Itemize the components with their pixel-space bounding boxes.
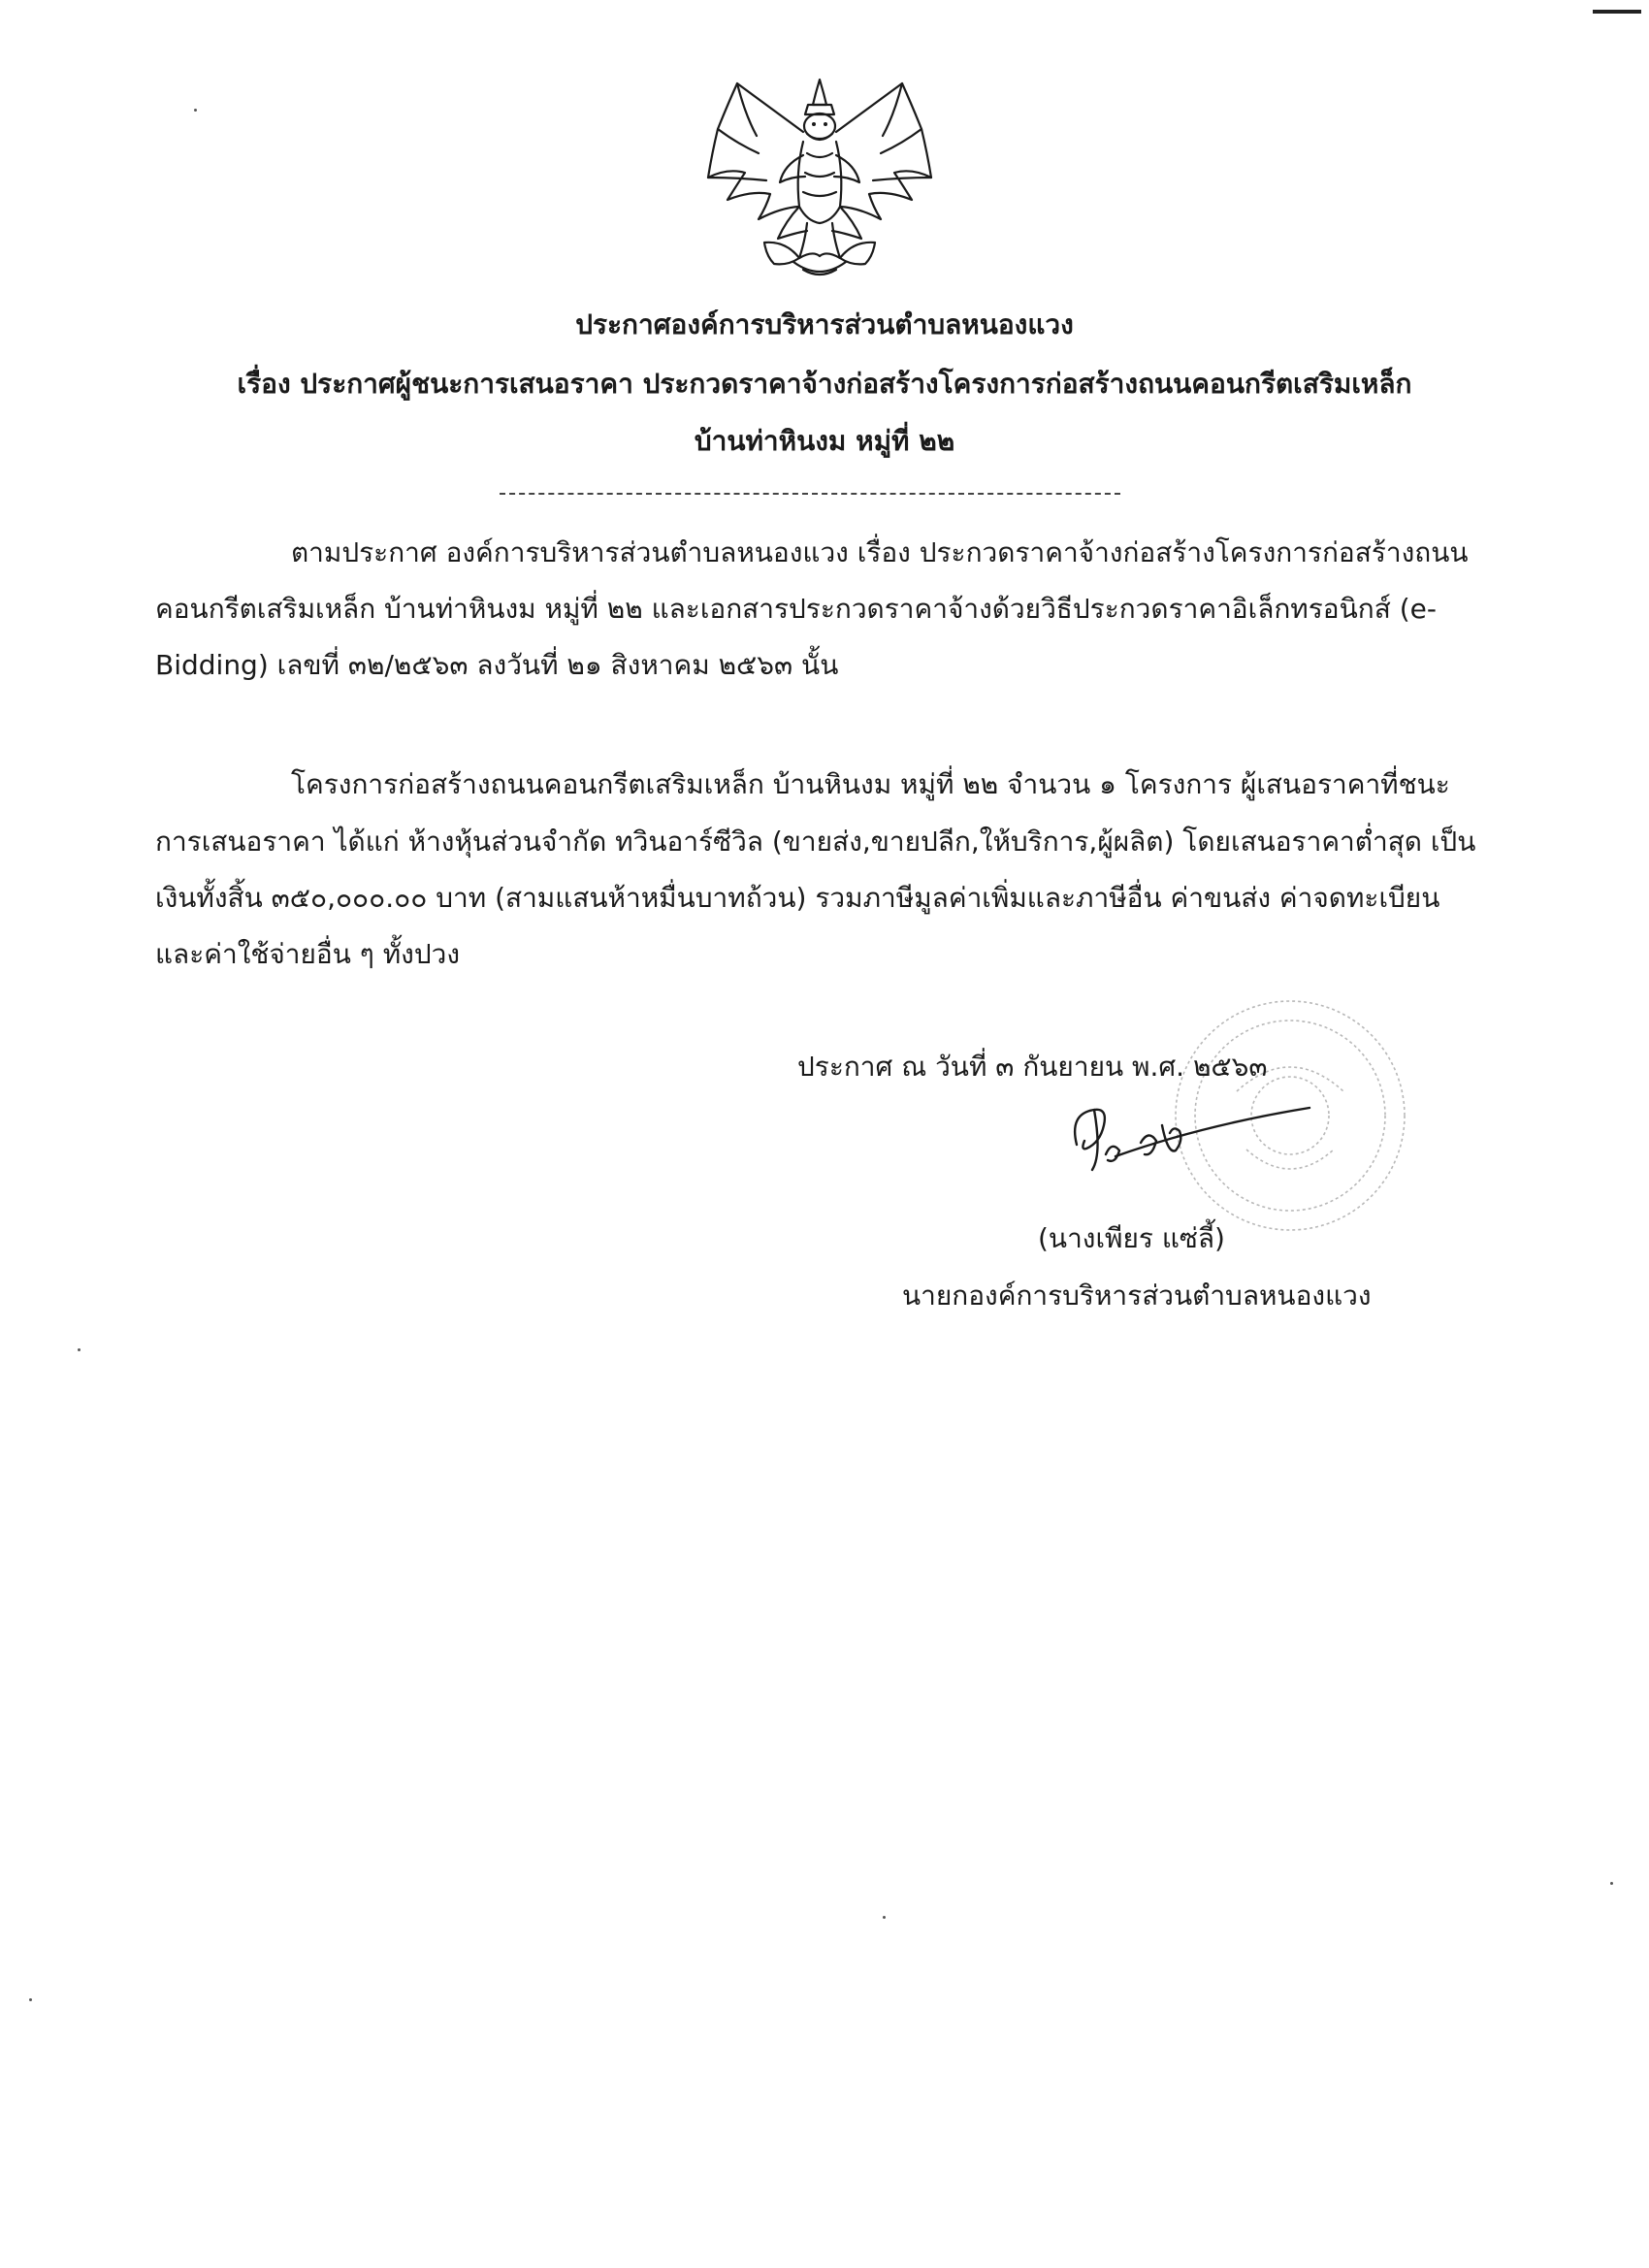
signer-name: (นางเพียร แซ่ลี้) <box>1038 1222 1225 1254</box>
paragraph1-line: คอนกรีตเสริมเหล็ก บ้านท่าหินงม หมู่ที่ ๒๒ และเอกสารประกวดราคาจ้างด้วยวิธีประกวดราคาอิเล็กทรอนิกส์ (e- <box>155 593 1437 625</box>
scan-speck <box>78 1348 81 1351</box>
header-divider <box>500 493 1120 495</box>
paragraph2-line: และค่าใช้จ่ายอื่น ๆ ทั้งปวง <box>155 938 461 970</box>
signer-title: นายกองค์การบริหารส่วนตำบลหนองแวง <box>902 1280 1372 1312</box>
organization-title: ประกาศองค์การบริหารส่วนตำบลหนองแวง <box>575 308 1074 340</box>
paragraph1-line: Bidding) เลขที่ ๓๒/๒๕๖๓ ลงวันที่ ๒๑ สิงหาคม ๒๕๖๓ นั้น <box>155 649 839 681</box>
paragraph2-line: การเสนอราคา ได้แก่ ห้างหุ้นส่วนจำกัด ทวินอาร์ซีวิล (ขายส่ง,ขายปลีก,ให้บริการ,ผู้ผลิต) โดยเสนอราคาต่ำสุด เป็น <box>155 826 1476 858</box>
subject-line: เรื่อง ประกาศผู้ชนะการเสนอราคา ประกวดราคาจ้างก่อสร้างโครงการก่อสร้างถนนคอนกรีตเสริมเหล็ก <box>237 368 1412 400</box>
scan-speck <box>883 1916 886 1919</box>
paragraph1-line: ตามประกาศ องค์การบริหารส่วนตำบลหนองแวง เรื่อง ประกวดราคาจ้างก่อสร้างโครงการก่อสร้างถนน <box>291 536 1469 568</box>
garuda-emblem-icon <box>698 76 941 284</box>
handwritten-signature <box>1048 1086 1319 1193</box>
scan-speck <box>1610 1882 1613 1885</box>
scan-speck <box>194 109 197 112</box>
subject-line-2: บ้านท่าหินงม หมู่ที่ ๒๒ <box>694 425 955 457</box>
announcement-date: ประกาศ ณ วันที่ ๓ กันยายน พ.ศ. ๒๕๖๓ <box>797 1051 1268 1083</box>
paragraph2-line: เงินทั้งสิ้น ๓๕๐,๐๐๐.๐๐ บาท (สามแสนห้าหมื่นบาทถ้วน) รวมภาษีมูลค่าเพิ่มและภาษีอื่น ค่าขนส่ง ค่าจดทะเบียน <box>155 882 1440 914</box>
paragraph2-line: โครงการก่อสร้างถนนคอนกรีตเสริมเหล็ก บ้านหินงม หมู่ที่ ๒๒ จำนวน ๑ โครงการ ผู้เสนอราคาที่ชนะ <box>291 768 1450 800</box>
scan-speck <box>29 1998 32 2001</box>
scan-corner-mark <box>1593 10 1641 14</box>
